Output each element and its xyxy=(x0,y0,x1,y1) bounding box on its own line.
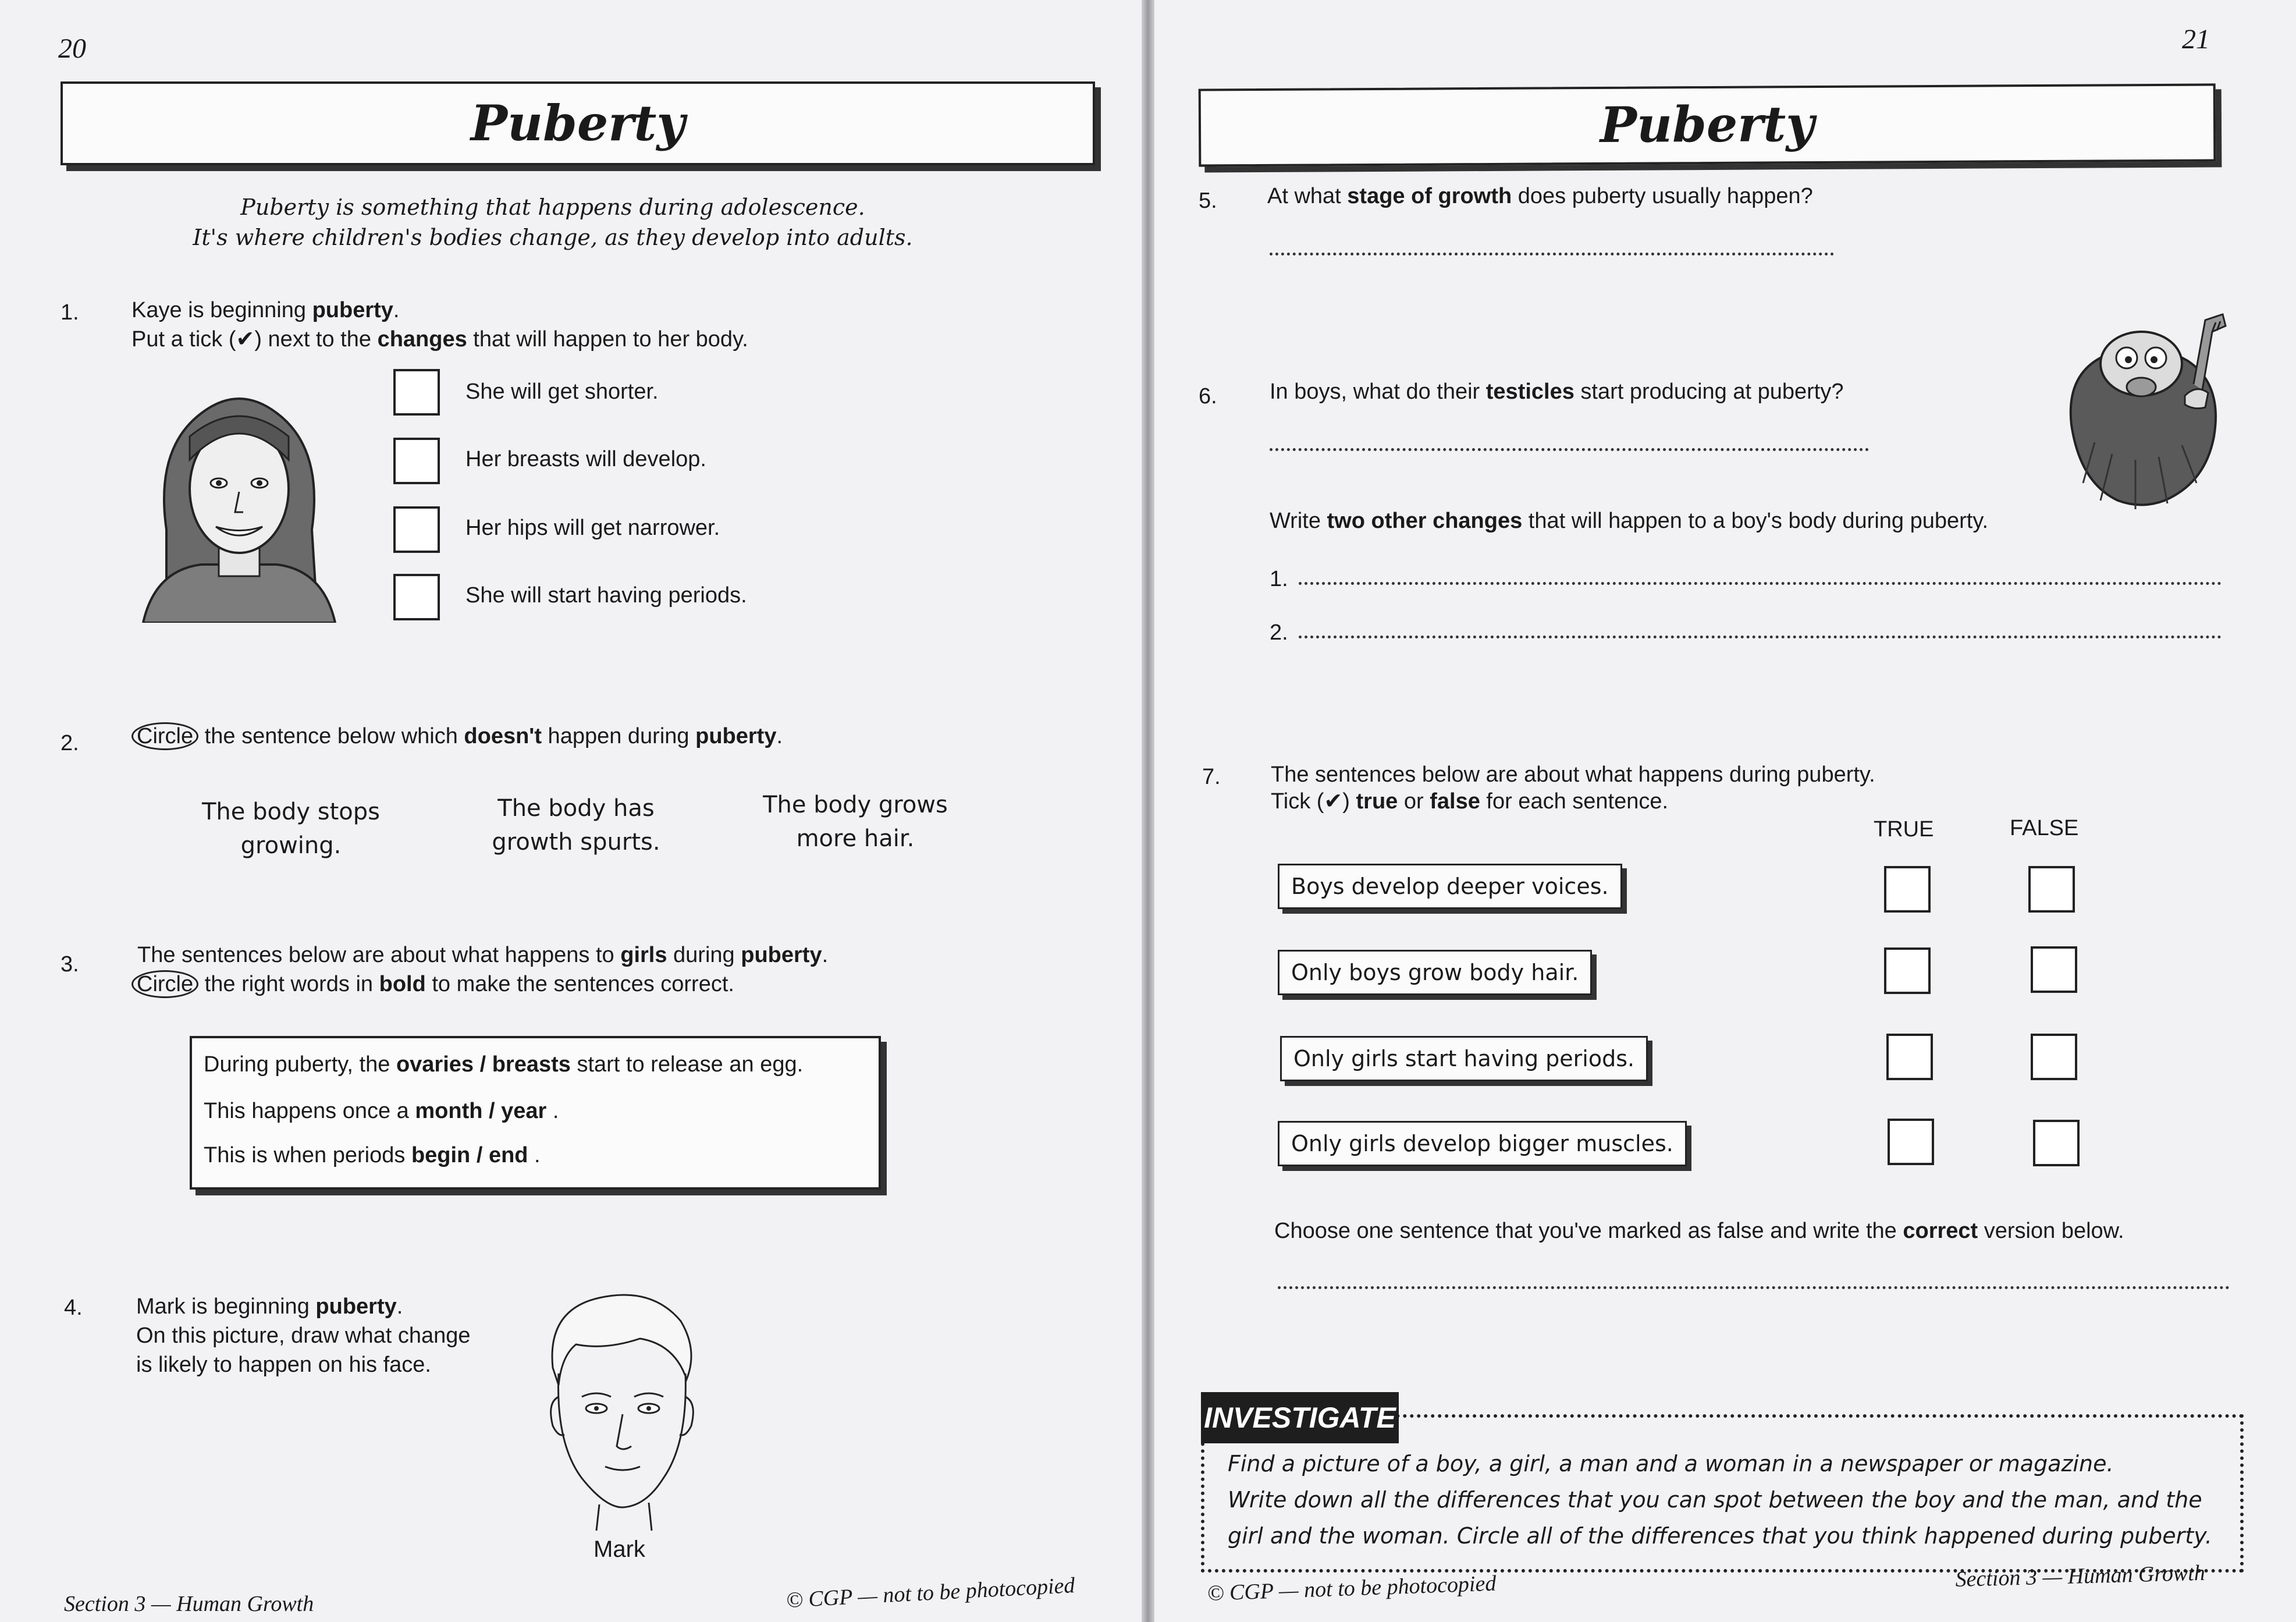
sentence-1: During puberty, the ovaries / breasts start to release an egg. xyxy=(204,1052,804,1077)
left-page xyxy=(0,0,1142,1622)
bold-choice[interactable]: begin / end xyxy=(411,1143,528,1167)
question-6-sub-text: Write two other changes that will happen to a boy's body during puberty. xyxy=(1270,509,1989,533)
footer-section: Section 3 — Human Growth xyxy=(64,1592,314,1616)
true-box-4[interactable] xyxy=(1888,1119,1934,1165)
sentence-slip-4: Only girls develop bigger muscles. xyxy=(1278,1121,1687,1166)
choose-correct-text: Choose one sentence that you've marked as false and write the correct version below. xyxy=(1274,1219,2124,1243)
false-box-4[interactable] xyxy=(2033,1120,2080,1166)
option-1-label: She will get shorter. xyxy=(465,379,659,404)
question-7-text: The sentences below are about what happens during puberty. Tick (✔) true or false for each sentence. xyxy=(1271,762,1875,814)
footer-copyright: © CGP — not to be photocopied xyxy=(1207,1571,1497,1606)
answer-line[interactable] xyxy=(1278,1286,2230,1289)
tick-box-2[interactable] xyxy=(393,438,440,484)
footer-section: Section 3 — Human Growth xyxy=(1955,1560,2206,1592)
option-2-label: Her breasts will develop. xyxy=(465,447,706,471)
sentence-3: This is when periods begin / end . xyxy=(204,1143,541,1167)
title-box xyxy=(61,81,1095,165)
girl-illustration xyxy=(131,378,347,623)
false-box-1[interactable] xyxy=(2028,866,2075,913)
question-3-text: The sentences below are about what happens to girls during puberty. Circle the right words in bold to make the sentences correct. xyxy=(137,940,1068,999)
page-number: 21 xyxy=(2182,24,2210,55)
true-box-3[interactable] xyxy=(1886,1034,1933,1080)
investigate-label: INVESTIGATE xyxy=(1201,1392,1399,1443)
option-4-label: She will start having periods. xyxy=(465,583,747,608)
mark-caption: Mark xyxy=(593,1536,645,1562)
question-4-text: Mark is beginning puberty. On this picture, draw what change is likely to happen on his face. xyxy=(136,1294,471,1377)
true-column-header: TRUE xyxy=(1874,817,1934,842)
question-2-text: Circle the sentence below which doesn't happen during puberty. xyxy=(131,722,1062,751)
sentence-slip-3: Only girls start having periods. xyxy=(1280,1036,1648,1081)
question-number: 6. xyxy=(1199,384,1217,409)
page-title: Puberty xyxy=(1600,95,1815,154)
question-number: 3. xyxy=(61,952,79,977)
page-title: Puberty xyxy=(470,94,685,152)
circle-word: Circle xyxy=(131,722,198,750)
question-number: 7. xyxy=(1202,765,1221,789)
intro-line-1: Puberty is something that happens during adolescence. xyxy=(240,194,865,220)
sentence-box xyxy=(190,1036,881,1190)
question-6-text: In boys, what do their testicles start producing at puberty? xyxy=(1270,379,1844,404)
answer-line[interactable] xyxy=(1299,636,2222,638)
intro-text xyxy=(175,192,931,253)
true-box-1[interactable] xyxy=(1884,866,1931,913)
book-spine xyxy=(1142,0,1154,1622)
option-3-label: Her hips will get narrower. xyxy=(465,516,720,540)
boy-face-drawing[interactable] xyxy=(535,1286,704,1531)
true-box-2[interactable] xyxy=(1884,947,1931,994)
question-number: 2. xyxy=(61,731,79,755)
circle-word: Circle xyxy=(131,970,198,998)
answer-line[interactable] xyxy=(1270,253,1834,255)
question-number: 4. xyxy=(64,1296,83,1320)
tick-box-3[interactable] xyxy=(393,506,440,553)
choice-1[interactable]: The body stops growing. xyxy=(202,798,380,859)
answer-line[interactable] xyxy=(1299,582,2222,585)
question-5-text: At what stage of growth does puberty usually happen? xyxy=(1267,184,1813,208)
choice-3[interactable]: The body grows more hair. xyxy=(763,792,948,852)
answer-number-2: 2. xyxy=(1270,620,1288,645)
false-box-2[interactable] xyxy=(2031,946,2077,993)
question-number: 5. xyxy=(1199,189,1217,213)
bold-choice[interactable]: month / year xyxy=(415,1099,547,1123)
page-number: 20 xyxy=(58,33,86,64)
sentence-2: This happens once a month / year . xyxy=(204,1099,559,1123)
intro-line-2: It's where children's bodies change, as they develop into adults. xyxy=(193,225,913,250)
question-1-text: Kaye is beginning puberty. Put a tick (✔) next to the changes that will happen to her body. xyxy=(131,298,748,352)
sentence-slip-1: Boys develop deeper voices. xyxy=(1278,864,1622,909)
question-number: 1. xyxy=(61,300,79,325)
bold-choice[interactable]: ovaries / breasts xyxy=(396,1052,571,1077)
choice-2[interactable]: The body has growth spurts. xyxy=(492,795,660,856)
bearded-man-illustration xyxy=(2060,308,2229,512)
false-column-header: FALSE xyxy=(2010,816,2079,840)
answer-number-1: 1. xyxy=(1270,567,1288,591)
title-box xyxy=(1199,83,2216,166)
tick-box-4[interactable] xyxy=(393,574,440,620)
investigate-text: Find a picture of a boy, a girl, a man and a woman in a newspaper or magazine. Write down all the differences that you can spot between the boy and the man, and the girl and the woman. Circle all of the differences that you think happened during puberty. xyxy=(1228,1451,2212,1549)
false-box-3[interactable] xyxy=(2031,1034,2077,1080)
sentence-slip-2: Only boys grow body hair. xyxy=(1278,950,1592,995)
tick-box-1[interactable] xyxy=(393,369,440,416)
answer-line[interactable] xyxy=(1270,448,1869,451)
footer-copyright: © CGP — not to be photocopied xyxy=(786,1573,1076,1613)
